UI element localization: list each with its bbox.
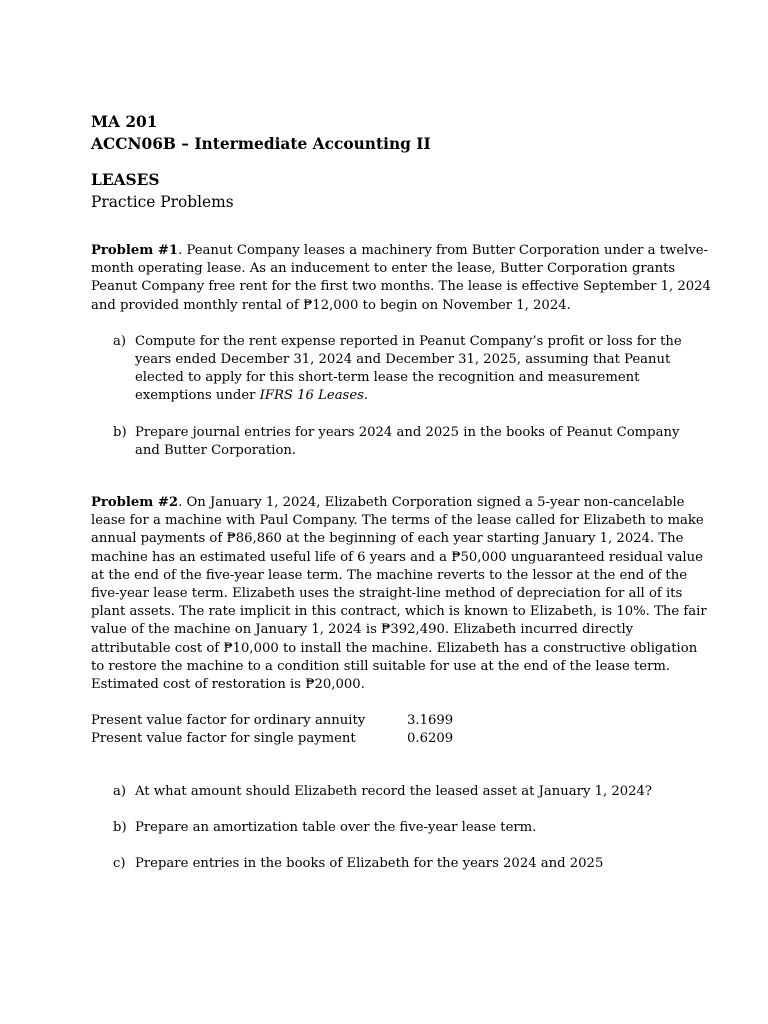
problem-2-line: five-year lease term. Elizabeth uses the straight-line method of depreciation for all of its	[91, 586, 683, 602]
item-letter: b)	[113, 424, 127, 440]
item-line: elected to apply for this short-term lease the recognition and measurement	[135, 370, 640, 386]
pv-label: Present value factor for single payment	[91, 731, 356, 747]
problem-1-first-text: . Peanut Company leases a machinery from Butter Corporation under a twelve-	[178, 243, 709, 258]
item-line: and Butter Corporation.	[135, 442, 297, 458]
problem-2-line: to restore the machine to a condition still suitable for use at the end of the lease term.	[91, 658, 671, 674]
problem-2-line: plant assets. The rate implicit in this contract, which is known to Elizabeth, is 10%. The fair	[91, 604, 707, 620]
problem-2-label: Problem #2	[91, 495, 179, 511]
problem-1-item-a	[113, 333, 691, 406]
item-text	[135, 333, 682, 406]
problem-2-line: lease for a machine with Paul Company. The terms of the lease called for Elizabeth to make	[91, 513, 704, 529]
item-text: Prepare an amortization table over the five-year lease term.	[135, 819, 537, 835]
problem-2-items	[113, 783, 691, 874]
item-text	[135, 424, 679, 460]
course-code: MA 201	[91, 113, 158, 131]
pv-row-annuity	[91, 712, 691, 730]
item-text: At what amount should Elizabeth record the leased asset at January 1, 2024?	[135, 783, 652, 799]
item-line	[135, 387, 682, 405]
problem-2-first-text: . On January 1, 2024, Elizabeth Corporation signed a 5-year non-cancelable	[178, 495, 685, 511]
problem-2-item-b	[113, 819, 691, 837]
pv-row-single	[91, 730, 691, 748]
problem-2-line: Estimated cost of restoration is ₱20,000.	[91, 677, 365, 693]
standard-reference: IFRS 16 Leases	[259, 388, 364, 404]
problem-2-line: at the end of the five-year lease term. The machine reverts to the lessor at the end of the	[91, 567, 688, 583]
problem-1-items	[113, 333, 691, 460]
item-line: Compute for the rent expense reported in Peanut Company’s profit or loss for the	[135, 333, 682, 349]
present-value-factors	[91, 712, 691, 748]
problem-1-line: Peanut Company free rent for the first two months. The lease is effective September 1, 2024	[91, 279, 711, 295]
problem-2-line: value of the machine on January 1, 2024 is ₱392,490. Elizabeth incurred directly	[91, 622, 634, 638]
problem-2-line: annual payments of ₱86,860 at the beginning of each year starting January 1, 2024. The	[91, 531, 684, 547]
pv-label: Present value factor for ordinary annuity	[91, 713, 366, 729]
item-line-suffix: .	[363, 388, 369, 404]
section-title: LEASES	[91, 171, 160, 189]
item-line: Prepare journal entries for years 2024 and 2025 in the books of Peanut Company	[135, 424, 680, 440]
item-line-prefix: exemptions under	[135, 388, 260, 404]
item-text: Prepare entries in the books of Elizabeth for the years 2024 and 2025	[135, 856, 604, 872]
problem-2-line: machine has an estimated useful life of 6 years and a ₱50,000 unguaranteed residual value	[91, 549, 703, 565]
pv-value: 0.6209	[407, 731, 454, 747]
problem-1-paragraph	[91, 242, 711, 315]
problem-1-line: month operating lease. As an inducement to enter the lease, Butter Corporation grants	[91, 261, 676, 277]
problem-2-line: attributable cost of ₱10,000 to install the machine. Elizabeth has a constructive obligation	[91, 640, 698, 656]
item-letter: b)	[113, 819, 127, 835]
problem-1-first-line	[91, 242, 709, 260]
item-letter: c)	[113, 856, 126, 872]
pv-value: 3.1699	[407, 713, 454, 729]
problem-1-item-b	[113, 424, 691, 460]
section-subtitle: Practice Problems	[91, 193, 234, 211]
course-title: ACCN06B – Intermediate Accounting II	[91, 135, 431, 153]
item-letter: a)	[113, 333, 127, 349]
item-letter: a)	[113, 783, 127, 799]
spacer	[91, 155, 691, 169]
problem-2-first-line	[91, 494, 691, 512]
document-page	[91, 111, 711, 873]
problem-2-paragraph	[91, 494, 707, 694]
item-line: years ended December 31, 2024 and December 31, 2025, assuming that Peanut	[135, 352, 671, 368]
problem-1-label: Problem #1	[91, 243, 179, 258]
problem-1-line: and provided monthly rental of ₱12,000 to begin on November 1, 2024.	[91, 297, 571, 313]
problem-2-item-a	[113, 783, 691, 801]
problem-2-item-c	[113, 855, 691, 873]
